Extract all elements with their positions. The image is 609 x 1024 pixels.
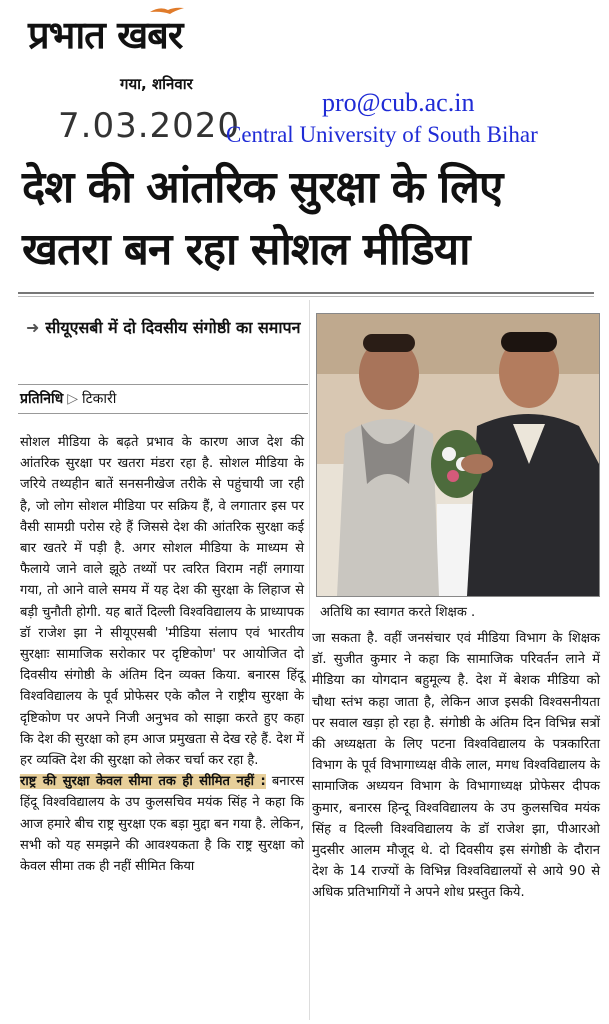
headline-rule-thin — [18, 296, 594, 297]
deck-text: सीयूएसबी में दो दिवसीय संगोष्ठी का समापन — [45, 318, 301, 337]
article-paragraph-right: जा सकता है. वहीं जनसंचार एवं मीडिया विभाग के शिक्षक डॉ. सुजीत कुमार ने कहा कि सामाजिक परिवर्तन लाने में मीडिया का योगदान बहुमूल्य है. देश में बेशक मीडिया को चौथा स्तंभ कहा जाता है, लेकिन आज इसकी विश्वसनीयता पर सवाल खड़ा हो रहा है. संगोष्ठी के अंतिम दिन विभिन्न सत्रों की अध्यक्षता के लिए पटना विश्वविद्यालय के पत्रकारिता विभाग के पूर्व विभागाध्यक्ष वीके लाल, मगध विश्वविद्यालय के सामाजिक अध्ययन विभाग के विभागाध्यक्ष प्रोफेसर दीपक कुमार, बनारस हिन्दू विश्वविद्यालय के उप कुलसचिव मयंक सिंह व दिल्ली विश्वविद्यालय के डॉ राजेश झा, पीआरओ मुदसीर आलम मौजूद थे. दो दिवसीय इस संगोष्ठी के दौरान देश के 14 राज्यों के विभिन्न विश्वविद्यालयों से आये 90 से अधिक प्रतिभागियों ने अपने शोध प्रस्तुत किये. — [312, 631, 600, 901]
dateline-date: 7.03.2020 — [58, 106, 241, 146]
overlay-university: Central University of South Bihar — [226, 122, 538, 147]
byline-triangle-icon: ▷ — [67, 391, 78, 407]
column-separator — [309, 300, 310, 1020]
byline — [20, 389, 116, 408]
article-paragraph-continued: बनारस हिंदू विश्वविद्यालय के उप कुलसचिव मयंक सिंह ने कहा कि आज हमारे बीच राष्ट्र सुरक्षा एक बड़ा मुद्दा बन गया है. लेकिन, सभी को यह समझने की आवश्यकता है कि राष्ट्र सुरक्षा को केवल सीमा तक ही नहीं सीमित किया — [20, 774, 304, 875]
event-photo — [316, 313, 600, 597]
deck-arrow-icon: ➜ — [26, 318, 40, 337]
masthead: प्रभात खबर — [28, 13, 183, 57]
photo-caption: अतिथि का स्वागत करते शिक्षक . — [320, 605, 476, 620]
byline-place: टिकारी — [82, 391, 117, 407]
article-left-column — [20, 432, 304, 877]
dateline-place-day: गया, शनिवार — [120, 75, 193, 93]
headline-line-1: देश की आंतरिक सुरक्षा के लिए — [22, 162, 503, 213]
article-subhead: राष्ट्र की सुरक्षा केवल सीमा तक ही सीमित नहीं : — [20, 774, 266, 790]
headline-line-2: खतरा बन रहा सोशल मीडिया — [22, 224, 470, 275]
byline-label: प्रतिनिधि — [20, 391, 64, 407]
article-paragraph: सोशल मीडिया के बढ़ते प्रभाव के कारण आज देश की आंतरिक सुरक्षा पर खतरा मंडरा रहा है. सोशल मीडिया के जरिये तथ्यहीन बातें सनसनीखेज तरीके से पहुंचायी जा रही है, जो लोग सोशल मीडिया पर सक्रिय हैं, वे लगातार इस पर वैसी सामग्री परोस रहे हैं जिससे देश की आंतरिक सुरक्षा कई बार खतरे में पड़ी है. अगर सोशल मीडिया के माध्यम से फैलाये जाने वाले झूठे तथ्यों पर त्वरित विराम नहीं लगाया गया, तो आने वाले समय में यह देश की सुरक्षा के लिहाज से बड़ी चुनौती होगी. यह बातें दिल्ली विश्वविद्यालय के प्राध्यापक डॉ राजेश झा ने सीयूएसबी 'मीडिया संलाप एवं भारतीय सुरक्षाः सामाजिक सरोकार पर दृष्टिकोण' पर आयोजित दो दिवसीय संगोष्ठी के अंतिम दिन व्यक्त किया. बनारस हिंदू विश्वविद्यालय के पूर्व प्रोफेसर एके कौल ने राष्ट्रीय सुरक्षा के दृष्टिकोण पर अपने निजी अनुभव को साझा करते हुए कहा कि देश की सुरक्षा को हम आज प्रमुखता से देख रहे हैं. देश में हर व्यक्ति देश की सुरक्षा को लेकर चर्चा कर रहा है. — [20, 435, 304, 769]
overlay-email: pro@cub.ac.in — [322, 88, 475, 117]
deck — [26, 315, 306, 341]
event-photo-illustration — [317, 314, 599, 596]
headline-rule — [18, 292, 594, 294]
article-right-column — [312, 628, 600, 904]
